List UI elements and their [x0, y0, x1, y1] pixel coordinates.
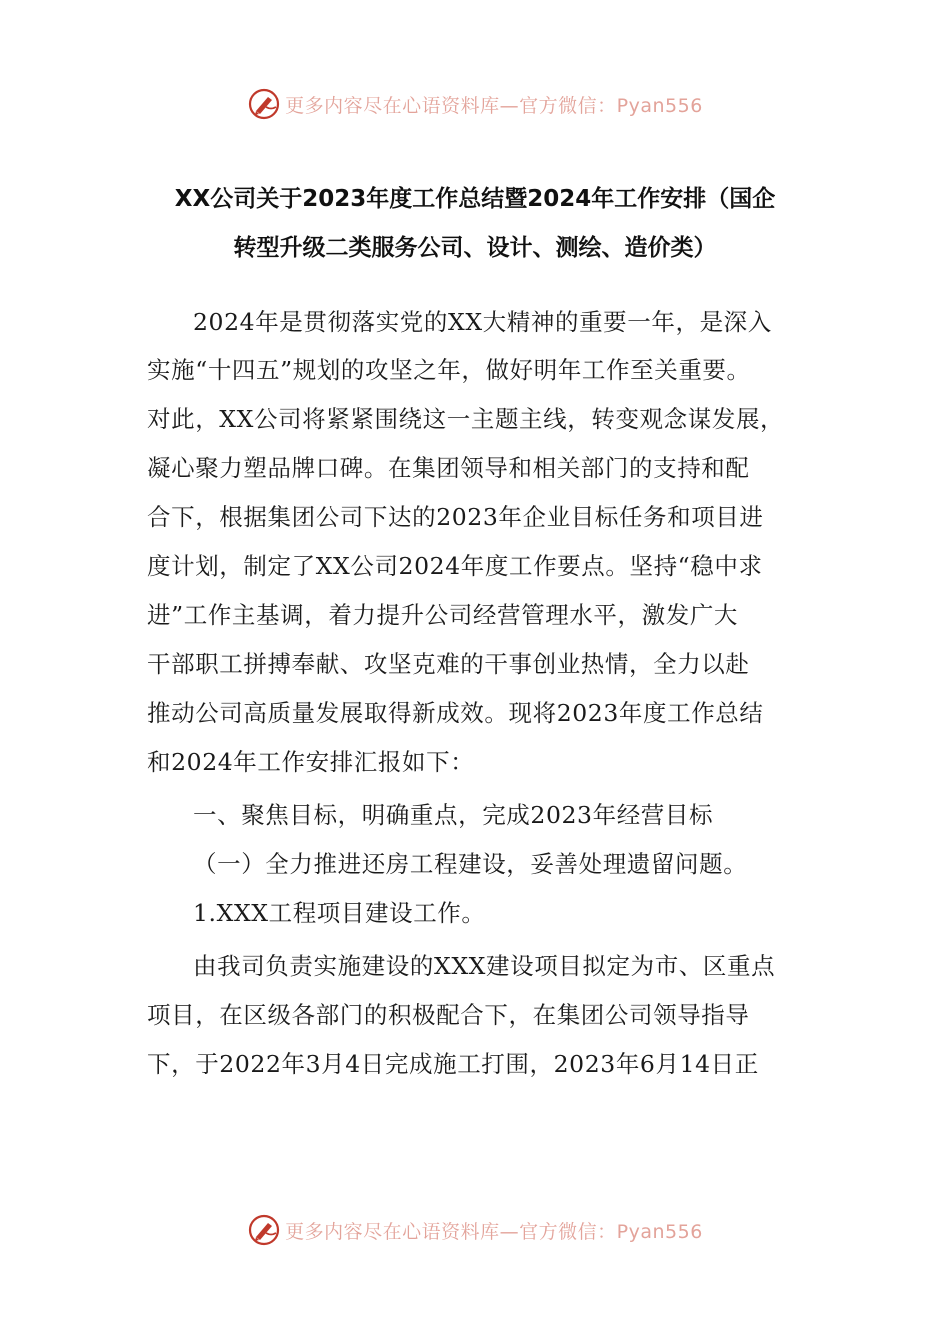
document-title-line-2: 转型升级二类服务公司、设计、测绘、造价类）	[233, 235, 717, 261]
body-line: 和2024年工作安排汇报如下：	[147, 748, 475, 776]
body-line: 凝心聚力塑品牌口碑。在集团领导和相关部门的支持和配	[147, 454, 750, 482]
body-line: 项目，在区级各部门的积极配合下，在集团公司领导指导	[147, 1001, 750, 1029]
watermark-footer	[0, 1210, 950, 1250]
body-line: 由我司负责实施建设的XXX建设项目拟定为市、区重点	[193, 952, 776, 980]
section-heading: 一、聚焦目标，明确重点，完成2023年经营目标	[193, 801, 714, 829]
watermark-header	[0, 84, 950, 124]
watermark-text: 更多内容尽在心语资料库—官方微信：Pyan556	[285, 94, 703, 117]
body-line: 进”工作主基调，着力提升公司经营管理水平，激发广大	[147, 601, 739, 629]
body-line: 实施“十四五”规划的攻坚之年，做好明年工作至关重要。	[147, 356, 751, 384]
pen-logo-icon	[247, 1213, 281, 1247]
document-title-line-1: XX公司关于2023年度工作总结暨2024年工作安排（国企	[174, 186, 776, 212]
body-line: 对此，XX公司将紧紧围绕这一主题主线，转变观念谋发展，	[147, 405, 785, 433]
subsection-heading: （一）全力推进还房工程建设，妥善处理遗留问题。	[193, 850, 748, 878]
item-heading: 1.XXX工程项目建设工作。	[193, 899, 486, 927]
body-line: 下，于2022年3月4日完成施工打围，2023年6月14日正	[147, 1050, 759, 1078]
pen-logo-icon	[247, 87, 281, 121]
body-line: 合下，根据集团公司下达的2023年企业目标任务和项目进	[147, 503, 764, 531]
body-line: 推动公司高质量发展取得新成效。现将2023年度工作总结	[147, 699, 764, 727]
body-line: 度计划，制定了XX公司2024年度工作要点。坚持“稳中求	[147, 552, 763, 580]
body-line: 2024年是贯彻落实党的XX大精神的重要一年，是深入	[193, 308, 772, 336]
watermark-text: 更多内容尽在心语资料库—官方微信：Pyan556	[285, 1220, 703, 1243]
body-line: 干部职工拼搏奉献、攻坚克难的干事创业热情，全力以赴	[147, 650, 750, 678]
